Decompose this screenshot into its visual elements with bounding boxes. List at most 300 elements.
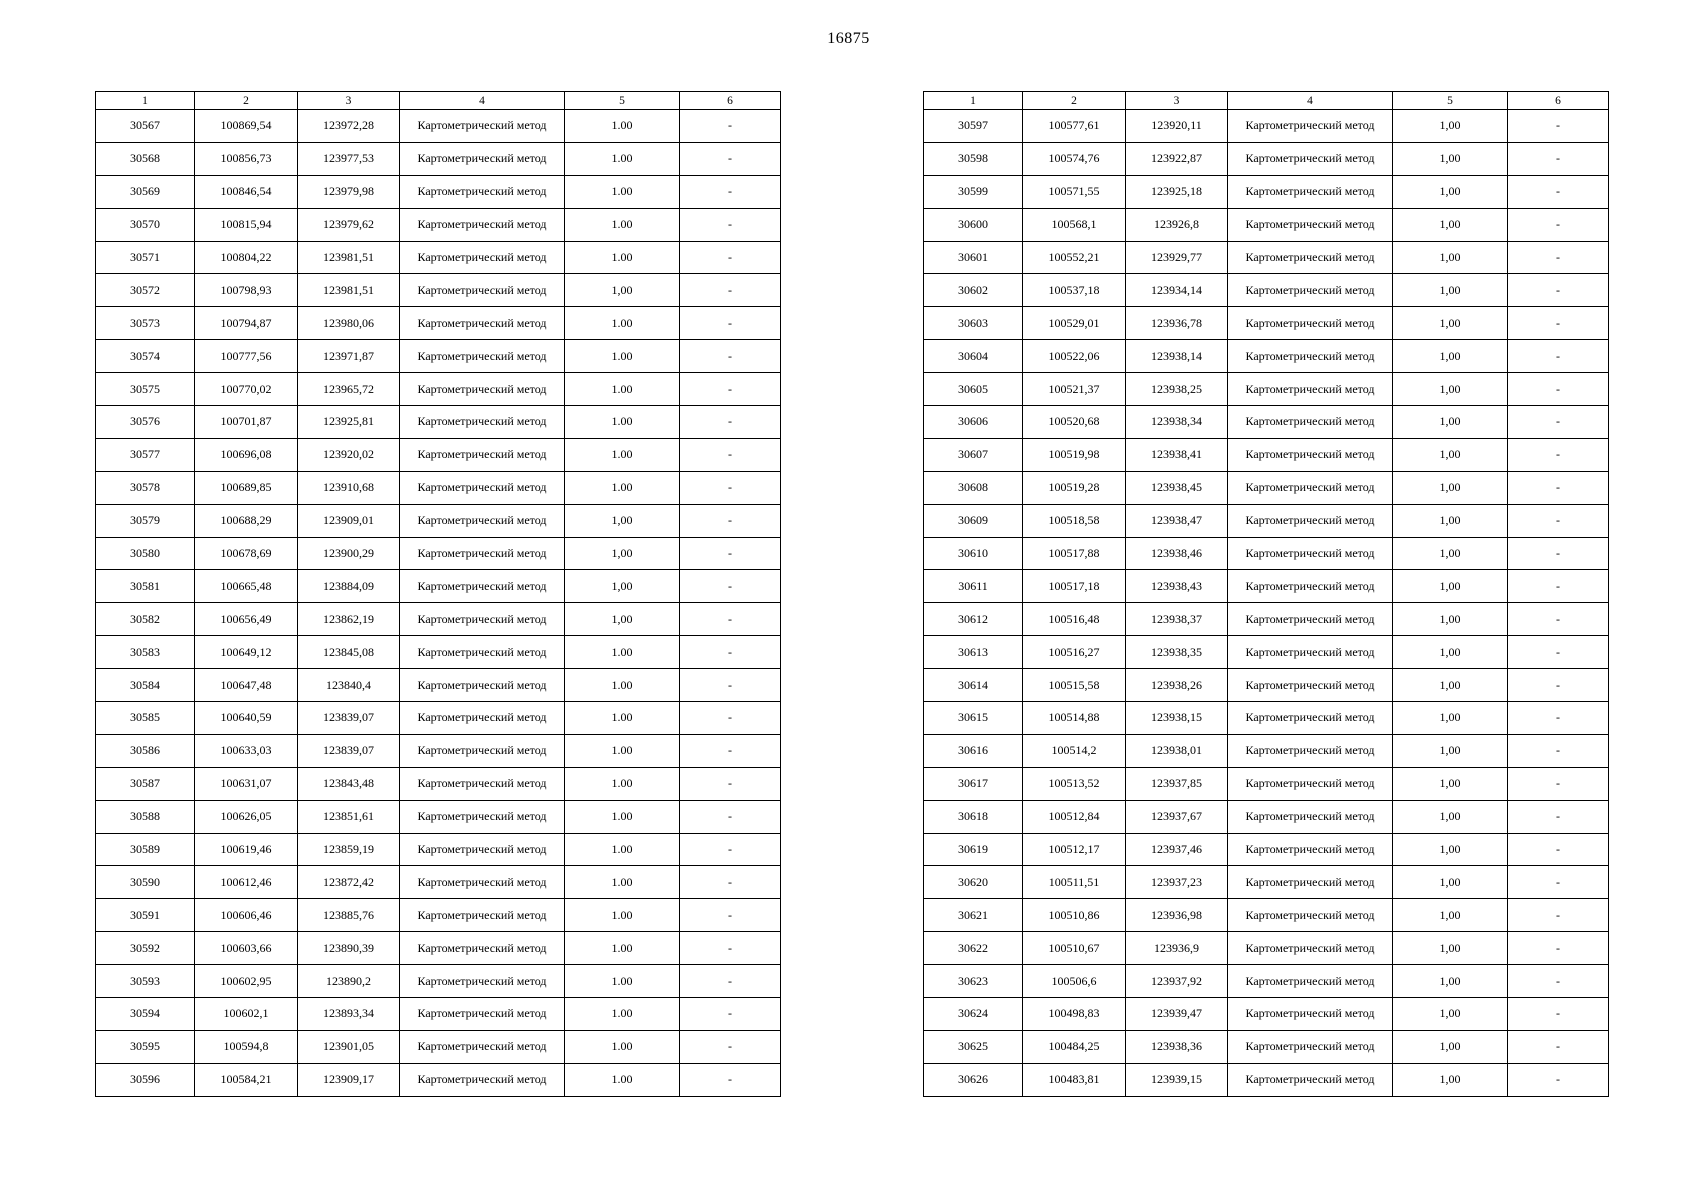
y-coordinate-cell: 123938,15 <box>1126 702 1228 735</box>
point-number-cell: 30591 <box>96 899 195 932</box>
y-coordinate-cell: 123938,01 <box>1126 734 1228 767</box>
table-row <box>96 241 781 274</box>
x-coordinate-cell: 100804,22 <box>195 241 298 274</box>
description-cell: - <box>680 899 781 932</box>
table-row <box>96 208 781 241</box>
description-cell: - <box>680 702 781 735</box>
precision-cell: 1.00 <box>565 767 680 800</box>
precision-cell: 1,00 <box>565 274 680 307</box>
point-number-cell: 30582 <box>96 603 195 636</box>
method-cell: Картометрический метод <box>400 1063 565 1096</box>
description-cell: - <box>1508 669 1609 702</box>
point-number-cell: 30624 <box>924 998 1023 1031</box>
point-number-cell: 30571 <box>96 241 195 274</box>
description-cell: - <box>1508 899 1609 932</box>
precision-cell: 1.00 <box>565 932 680 965</box>
precision-cell: 1,00 <box>1393 1063 1508 1096</box>
point-number-cell: 30580 <box>96 537 195 570</box>
x-coordinate-cell: 100519,98 <box>1023 438 1126 471</box>
method-cell: Картометрический метод <box>1228 603 1393 636</box>
x-coordinate-cell: 100514,2 <box>1023 734 1126 767</box>
x-coordinate-cell: 100498,83 <box>1023 998 1126 1031</box>
y-coordinate-cell: 123938,47 <box>1126 504 1228 537</box>
precision-cell: 1,00 <box>565 537 680 570</box>
y-coordinate-cell: 123839,07 <box>298 702 400 735</box>
point-number-cell: 30568 <box>96 142 195 175</box>
x-coordinate-cell: 100484,25 <box>1023 1030 1126 1063</box>
x-coordinate-cell: 100506,6 <box>1023 965 1126 998</box>
table-row <box>924 866 1609 899</box>
point-number-cell: 30572 <box>96 274 195 307</box>
method-cell: Картометрический метод <box>1228 833 1393 866</box>
y-coordinate-cell: 123893,34 <box>298 998 400 1031</box>
description-cell: - <box>680 438 781 471</box>
description-cell: - <box>680 504 781 537</box>
point-number-cell: 30574 <box>96 340 195 373</box>
precision-cell: 1.00 <box>565 866 680 899</box>
x-coordinate-cell: 100537,18 <box>1023 274 1126 307</box>
x-coordinate-cell: 100519,28 <box>1023 471 1126 504</box>
x-coordinate-cell: 100510,67 <box>1023 932 1126 965</box>
description-cell: - <box>1508 307 1609 340</box>
precision-cell: 1.00 <box>565 307 680 340</box>
precision-cell: 1,00 <box>1393 603 1508 636</box>
method-cell: Картометрический метод <box>1228 208 1393 241</box>
description-cell: - <box>1508 767 1609 800</box>
point-number-cell: 30609 <box>924 504 1023 537</box>
table-row <box>924 800 1609 833</box>
y-coordinate-cell: 123859,19 <box>298 833 400 866</box>
x-coordinate-cell: 100794,87 <box>195 307 298 340</box>
method-cell: Картометрический метод <box>400 208 565 241</box>
y-coordinate-cell: 123979,62 <box>298 208 400 241</box>
precision-cell: 1,00 <box>1393 866 1508 899</box>
description-cell: - <box>1508 208 1609 241</box>
x-coordinate-cell: 100633,03 <box>195 734 298 767</box>
y-coordinate-cell: 123937,67 <box>1126 800 1228 833</box>
description-cell: - <box>1508 504 1609 537</box>
method-cell: Картометрический метод <box>400 537 565 570</box>
description-cell: - <box>680 833 781 866</box>
y-coordinate-cell: 123977,53 <box>298 142 400 175</box>
table-row <box>924 899 1609 932</box>
method-cell: Картометрический метод <box>1228 241 1393 274</box>
method-cell: Картометрический метод <box>400 373 565 406</box>
y-coordinate-cell: 123920,02 <box>298 438 400 471</box>
y-coordinate-cell: 123843,48 <box>298 767 400 800</box>
precision-cell: 1,00 <box>1393 669 1508 702</box>
y-coordinate-cell: 123845,08 <box>298 636 400 669</box>
y-coordinate-cell: 123971,87 <box>298 340 400 373</box>
point-number-cell: 30612 <box>924 603 1023 636</box>
table-row <box>96 373 781 406</box>
table-row <box>96 800 781 833</box>
point-number-cell: 30596 <box>96 1063 195 1096</box>
point-number-cell: 30615 <box>924 702 1023 735</box>
x-coordinate-cell: 100520,68 <box>1023 406 1126 439</box>
table-row <box>96 471 781 504</box>
x-coordinate-cell: 100619,46 <box>195 833 298 866</box>
precision-cell: 1,00 <box>565 570 680 603</box>
y-coordinate-cell: 123910,68 <box>298 471 400 504</box>
x-coordinate-cell: 100647,48 <box>195 669 298 702</box>
description-cell: - <box>1508 800 1609 833</box>
precision-cell: 1,00 <box>1393 142 1508 175</box>
precision-cell: 1.00 <box>565 175 680 208</box>
table-body-right <box>924 92 1609 1097</box>
method-cell: Картометрический метод <box>1228 438 1393 471</box>
column-header-1: 1 <box>96 92 195 110</box>
point-number-cell: 30604 <box>924 340 1023 373</box>
method-cell: Картометрический метод <box>1228 1030 1393 1063</box>
method-cell: Картометрический метод <box>1228 965 1393 998</box>
method-cell: Картометрический метод <box>1228 570 1393 603</box>
y-coordinate-cell: 123938,26 <box>1126 669 1228 702</box>
precision-cell: 1,00 <box>1393 110 1508 143</box>
description-cell: - <box>1508 241 1609 274</box>
y-coordinate-cell: 123901,05 <box>298 1030 400 1063</box>
point-number-cell: 30602 <box>924 274 1023 307</box>
y-coordinate-cell: 123840,4 <box>298 669 400 702</box>
x-coordinate-cell: 100649,12 <box>195 636 298 669</box>
y-coordinate-cell: 123938,25 <box>1126 373 1228 406</box>
y-coordinate-cell: 123937,23 <box>1126 866 1228 899</box>
method-cell: Картометрический метод <box>400 110 565 143</box>
table-row <box>96 669 781 702</box>
description-cell: - <box>1508 998 1609 1031</box>
y-coordinate-cell: 123909,01 <box>298 504 400 537</box>
x-coordinate-cell: 100798,93 <box>195 274 298 307</box>
y-coordinate-cell: 123922,87 <box>1126 142 1228 175</box>
method-cell: Картометрический метод <box>1228 932 1393 965</box>
y-coordinate-cell: 123939,47 <box>1126 998 1228 1031</box>
method-cell: Картометрический метод <box>400 899 565 932</box>
point-number-cell: 30623 <box>924 965 1023 998</box>
table-row <box>924 438 1609 471</box>
y-coordinate-cell: 123939,15 <box>1126 1063 1228 1096</box>
precision-cell: 1.00 <box>565 241 680 274</box>
method-cell: Картометрический метод <box>400 636 565 669</box>
point-number-cell: 30594 <box>96 998 195 1031</box>
precision-cell: 1,00 <box>1393 537 1508 570</box>
description-cell: - <box>680 406 781 439</box>
x-coordinate-cell: 100626,05 <box>195 800 298 833</box>
description-cell: - <box>680 570 781 603</box>
x-coordinate-cell: 100777,56 <box>195 340 298 373</box>
table-row <box>96 307 781 340</box>
method-cell: Картометрический метод <box>400 702 565 735</box>
description-cell: - <box>1508 438 1609 471</box>
column-header-4: 4 <box>1228 92 1393 110</box>
precision-cell: 1,00 <box>1393 406 1508 439</box>
method-cell: Картометрический метод <box>1228 767 1393 800</box>
x-coordinate-cell: 100515,58 <box>1023 669 1126 702</box>
precision-cell: 1,00 <box>1393 175 1508 208</box>
x-coordinate-cell: 100518,58 <box>1023 504 1126 537</box>
description-cell: - <box>1508 142 1609 175</box>
method-cell: Картометрический метод <box>400 1030 565 1063</box>
x-coordinate-cell: 100517,18 <box>1023 570 1126 603</box>
y-coordinate-cell: 123839,07 <box>298 734 400 767</box>
description-cell: - <box>680 1030 781 1063</box>
precision-cell: 1,00 <box>1393 208 1508 241</box>
y-coordinate-cell: 123909,17 <box>298 1063 400 1096</box>
x-coordinate-cell: 100603,66 <box>195 932 298 965</box>
column-header-3: 3 <box>298 92 400 110</box>
x-coordinate-cell: 100584,21 <box>195 1063 298 1096</box>
precision-cell: 1.00 <box>565 142 680 175</box>
x-coordinate-cell: 100815,94 <box>195 208 298 241</box>
table-row <box>96 504 781 537</box>
method-cell: Картометрический метод <box>400 274 565 307</box>
method-cell: Картометрический метод <box>400 142 565 175</box>
y-coordinate-cell: 123934,14 <box>1126 274 1228 307</box>
table-row <box>924 965 1609 998</box>
point-number-cell: 30606 <box>924 406 1023 439</box>
description-cell: - <box>680 734 781 767</box>
precision-cell: 1.00 <box>565 1063 680 1096</box>
table-row <box>96 1063 781 1096</box>
point-number-cell: 30585 <box>96 702 195 735</box>
y-coordinate-cell: 123925,18 <box>1126 175 1228 208</box>
description-cell: - <box>680 373 781 406</box>
x-coordinate-cell: 100869,54 <box>195 110 298 143</box>
y-coordinate-cell: 123872,42 <box>298 866 400 899</box>
point-number-cell: 30577 <box>96 438 195 471</box>
x-coordinate-cell: 100574,76 <box>1023 142 1126 175</box>
method-cell: Картометрический метод <box>1228 734 1393 767</box>
table-row <box>924 340 1609 373</box>
description-cell: - <box>680 274 781 307</box>
table-row <box>924 833 1609 866</box>
method-cell: Картометрический метод <box>400 833 565 866</box>
y-coordinate-cell: 123981,51 <box>298 274 400 307</box>
x-coordinate-cell: 100510,86 <box>1023 899 1126 932</box>
point-number-cell: 30595 <box>96 1030 195 1063</box>
point-number-cell: 30599 <box>924 175 1023 208</box>
y-coordinate-cell: 123938,45 <box>1126 471 1228 504</box>
table-row <box>924 702 1609 735</box>
description-cell: - <box>1508 833 1609 866</box>
y-coordinate-cell: 123936,78 <box>1126 307 1228 340</box>
method-cell: Картометрический метод <box>1228 471 1393 504</box>
coordinates-table-left <box>95 91 781 1097</box>
x-coordinate-cell: 100602,95 <box>195 965 298 998</box>
column-header-3: 3 <box>1126 92 1228 110</box>
description-cell: - <box>1508 1063 1609 1096</box>
y-coordinate-cell: 123929,77 <box>1126 241 1228 274</box>
table-row <box>96 767 781 800</box>
y-coordinate-cell: 123938,37 <box>1126 603 1228 636</box>
table-row <box>924 603 1609 636</box>
description-cell: - <box>680 636 781 669</box>
description-cell: - <box>680 1063 781 1096</box>
precision-cell: 1.00 <box>565 373 680 406</box>
table-row <box>96 406 781 439</box>
y-coordinate-cell: 123890,2 <box>298 965 400 998</box>
precision-cell: 1,00 <box>1393 636 1508 669</box>
point-number-cell: 30567 <box>96 110 195 143</box>
point-number-cell: 30610 <box>924 537 1023 570</box>
precision-cell: 1.00 <box>565 998 680 1031</box>
precision-cell: 1.00 <box>565 110 680 143</box>
table-row <box>96 438 781 471</box>
description-cell: - <box>1508 471 1609 504</box>
x-coordinate-cell: 100656,49 <box>195 603 298 636</box>
method-cell: Картометрический метод <box>400 438 565 471</box>
method-cell: Картометрический метод <box>400 471 565 504</box>
method-cell: Картометрический метод <box>1228 702 1393 735</box>
table-row <box>924 373 1609 406</box>
point-number-cell: 30573 <box>96 307 195 340</box>
precision-cell: 1,00 <box>1393 800 1508 833</box>
table-row <box>96 866 781 899</box>
table-row <box>96 603 781 636</box>
method-cell: Картометрический метод <box>1228 142 1393 175</box>
method-cell: Картометрический метод <box>1228 800 1393 833</box>
description-cell: - <box>680 241 781 274</box>
method-cell: Картометрический метод <box>1228 274 1393 307</box>
x-coordinate-cell: 100511,51 <box>1023 866 1126 899</box>
page-number: 16875 <box>827 30 870 47</box>
description-cell: - <box>1508 537 1609 570</box>
method-cell: Картометрический метод <box>400 175 565 208</box>
x-coordinate-cell: 100517,88 <box>1023 537 1126 570</box>
table-row <box>96 932 781 965</box>
x-coordinate-cell: 100678,69 <box>195 537 298 570</box>
table-row <box>96 142 781 175</box>
y-coordinate-cell: 123938,34 <box>1126 406 1228 439</box>
point-number-cell: 30576 <box>96 406 195 439</box>
description-cell: - <box>1508 603 1609 636</box>
x-coordinate-cell: 100688,29 <box>195 504 298 537</box>
column-header-1: 1 <box>924 92 1023 110</box>
precision-cell: 1,00 <box>1393 307 1508 340</box>
x-coordinate-cell: 100516,48 <box>1023 603 1126 636</box>
description-cell: - <box>680 537 781 570</box>
x-coordinate-cell: 100846,54 <box>195 175 298 208</box>
precision-cell: 1,00 <box>565 504 680 537</box>
precision-cell: 1.00 <box>565 471 680 504</box>
table-row <box>96 340 781 373</box>
precision-cell: 1,00 <box>565 603 680 636</box>
y-coordinate-cell: 123851,61 <box>298 800 400 833</box>
description-cell: - <box>1508 340 1609 373</box>
y-coordinate-cell: 123938,43 <box>1126 570 1228 603</box>
table-row <box>924 767 1609 800</box>
table-row <box>96 274 781 307</box>
precision-cell: 1,00 <box>1393 438 1508 471</box>
method-cell: Картометрический метод <box>400 340 565 373</box>
table-row <box>924 734 1609 767</box>
point-number-cell: 30614 <box>924 669 1023 702</box>
x-coordinate-cell: 100602,1 <box>195 998 298 1031</box>
table-row <box>924 504 1609 537</box>
point-number-cell: 30616 <box>924 734 1023 767</box>
point-number-cell: 30578 <box>96 471 195 504</box>
point-number-cell: 30597 <box>924 110 1023 143</box>
method-cell: Картометрический метод <box>1228 537 1393 570</box>
x-coordinate-cell: 100571,55 <box>1023 175 1126 208</box>
point-number-cell: 30619 <box>924 833 1023 866</box>
precision-cell: 1,00 <box>1393 767 1508 800</box>
point-number-cell: 30621 <box>924 899 1023 932</box>
point-number-cell: 30588 <box>96 800 195 833</box>
column-header-6: 6 <box>680 92 781 110</box>
description-cell: - <box>1508 570 1609 603</box>
precision-cell: 1,00 <box>1393 274 1508 307</box>
y-coordinate-cell: 123936,98 <box>1126 899 1228 932</box>
column-header-2: 2 <box>195 92 298 110</box>
precision-cell: 1.00 <box>565 965 680 998</box>
description-cell: - <box>680 932 781 965</box>
precision-cell: 1,00 <box>1393 734 1508 767</box>
y-coordinate-cell: 123981,51 <box>298 241 400 274</box>
table-row <box>96 636 781 669</box>
description-cell: - <box>1508 373 1609 406</box>
point-number-cell: 30579 <box>96 504 195 537</box>
table-row <box>924 175 1609 208</box>
method-cell: Картометрический метод <box>1228 175 1393 208</box>
y-coordinate-cell: 123938,35 <box>1126 636 1228 669</box>
description-cell: - <box>1508 932 1609 965</box>
point-number-cell: 30626 <box>924 1063 1023 1096</box>
x-coordinate-cell: 100514,88 <box>1023 702 1126 735</box>
point-number-cell: 30586 <box>96 734 195 767</box>
table-row <box>924 471 1609 504</box>
y-coordinate-cell: 123884,09 <box>298 570 400 603</box>
description-cell: - <box>680 965 781 998</box>
table-row <box>924 274 1609 307</box>
y-coordinate-cell: 123936,9 <box>1126 932 1228 965</box>
y-coordinate-cell: 123937,85 <box>1126 767 1228 800</box>
table-row <box>96 1030 781 1063</box>
description-cell: - <box>1508 636 1609 669</box>
x-coordinate-cell: 100512,84 <box>1023 800 1126 833</box>
table-body-left <box>96 92 781 1097</box>
x-coordinate-cell: 100606,46 <box>195 899 298 932</box>
y-coordinate-cell: 123937,46 <box>1126 833 1228 866</box>
point-number-cell: 30570 <box>96 208 195 241</box>
point-number-cell: 30589 <box>96 833 195 866</box>
description-cell: - <box>1508 110 1609 143</box>
point-number-cell: 30600 <box>924 208 1023 241</box>
point-number-cell: 30587 <box>96 767 195 800</box>
method-cell: Картометрический метод <box>1228 866 1393 899</box>
precision-cell: 1.00 <box>565 208 680 241</box>
table-row <box>96 570 781 603</box>
description-cell: - <box>680 175 781 208</box>
method-cell: Картометрический метод <box>1228 504 1393 537</box>
method-cell: Картометрический метод <box>400 570 565 603</box>
description-cell: - <box>680 866 781 899</box>
y-coordinate-cell: 123980,06 <box>298 307 400 340</box>
point-number-cell: 30607 <box>924 438 1023 471</box>
y-coordinate-cell: 123900,29 <box>298 537 400 570</box>
table-row <box>96 110 781 143</box>
point-number-cell: 30625 <box>924 1030 1023 1063</box>
precision-cell: 1,00 <box>1393 932 1508 965</box>
description-cell: - <box>1508 734 1609 767</box>
x-coordinate-cell: 100770,02 <box>195 373 298 406</box>
x-coordinate-cell: 100689,85 <box>195 471 298 504</box>
table-row <box>924 208 1609 241</box>
column-header-4: 4 <box>400 92 565 110</box>
method-cell: Картометрический метод <box>1228 636 1393 669</box>
y-coordinate-cell: 123938,41 <box>1126 438 1228 471</box>
precision-cell: 1,00 <box>1393 241 1508 274</box>
description-cell: - <box>1508 965 1609 998</box>
